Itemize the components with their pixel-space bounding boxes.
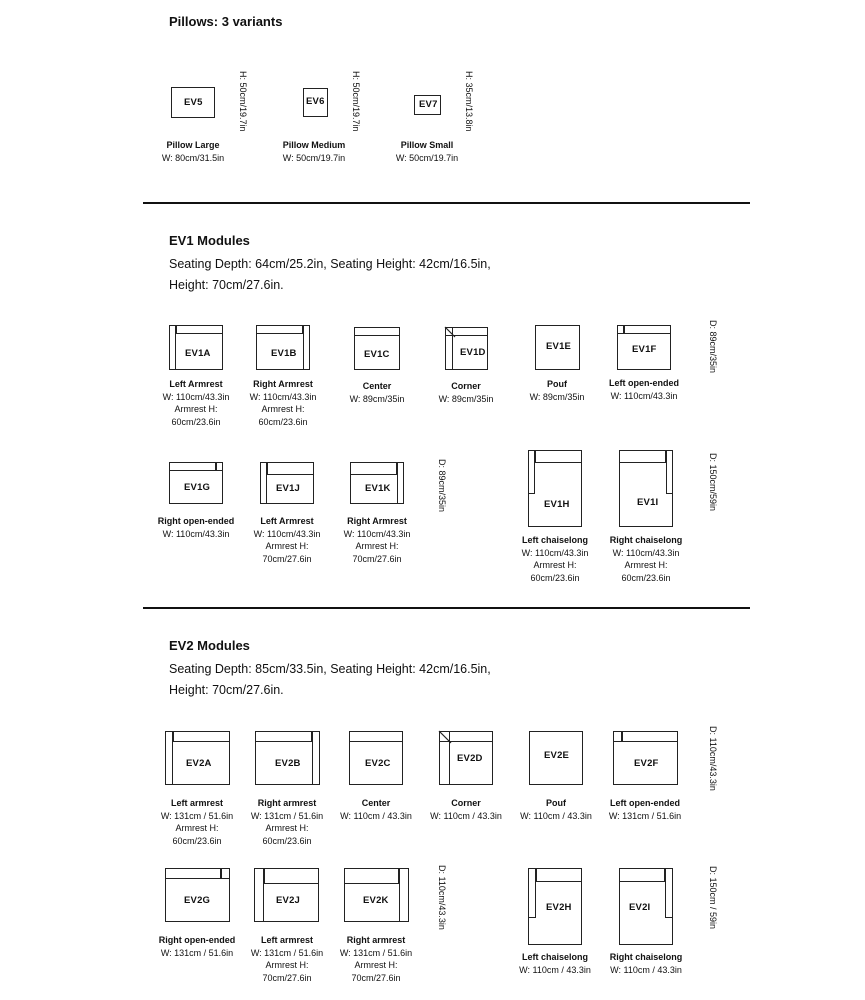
- pillow-name: Pillow Small: [400, 140, 454, 150]
- backrest: [256, 325, 303, 334]
- backrest: [176, 325, 223, 334]
- pillow-small-height: H: 35cm/13.8in: [464, 71, 474, 132]
- ev2-title: EV2 Modules: [169, 638, 250, 653]
- ev2h-shape: [528, 868, 582, 945]
- backrest: [619, 450, 666, 463]
- module-code: EV2G: [184, 895, 211, 906]
- backrest: [535, 450, 582, 463]
- ev2i-shape: [619, 868, 673, 945]
- ev1g-label: Right open-ended W: 110cm/43.3in: [157, 516, 235, 539]
- ev2j-shape: [254, 868, 319, 922]
- section-divider: [143, 607, 750, 609]
- module-code: EV2J: [276, 895, 301, 906]
- ev2k-label: Right armrest W: 131cm / 51.6in Armrest H: 70cm/27.6in: [339, 935, 413, 983]
- ev2b-shape: [255, 731, 320, 785]
- armrest-left: [528, 868, 536, 918]
- module-code: EV2K: [363, 895, 389, 906]
- pillows-title: Pillows: 3 variants: [169, 14, 283, 29]
- ev1k-shape: [350, 462, 404, 504]
- pillow-medium-height: H: 50cm/19.7in: [351, 71, 361, 132]
- ev1b-label: Right Armrest W: 110cm/43.3in Armrest H: 60cm/23.6in: [249, 379, 317, 427]
- ev2e-shape: [529, 731, 583, 785]
- pillow-small-shape: [414, 95, 441, 115]
- pillow-name: Pillow Medium: [282, 140, 346, 150]
- backrest: [255, 731, 312, 742]
- corner-block: [613, 731, 622, 742]
- ev2-depth-row2b: D: 150cm / 59in: [708, 866, 718, 930]
- ev1e-shape: [535, 325, 580, 370]
- backrest: [624, 325, 671, 334]
- armrest-left: [254, 868, 264, 922]
- ev1c-shape: [354, 327, 400, 370]
- ev2e-label: Pouf W: 110cm / 43.3in: [520, 798, 592, 821]
- module-code: EV2B: [275, 758, 301, 769]
- ev2a-shape: [165, 731, 230, 785]
- backrest: [344, 868, 399, 884]
- module-code: EV6: [306, 96, 325, 107]
- backrest: [619, 868, 665, 882]
- ev1j-label: Left Armrest W: 110cm/43.3in Armrest H: 70cm/27.6in: [253, 516, 321, 564]
- armrest-left: [260, 462, 267, 504]
- armrest-right: [399, 868, 409, 922]
- ev2c-label: Center W: 110cm / 43.3in: [340, 798, 412, 821]
- pillow-large-height: H: 50cm/19.7in: [238, 71, 248, 132]
- pillow-large-label: [162, 139, 224, 164]
- ev1d-shape: [445, 327, 488, 370]
- ev1f-label: Left open-ended W: 110cm/43.3in: [609, 378, 679, 401]
- backrest: [354, 327, 400, 336]
- ev1a-label: Left Armrest W: 110cm/43.3in Armrest H: 60cm/23.6in: [162, 379, 230, 427]
- backrest: [169, 462, 216, 471]
- ev2-spec-line1: Seating Depth: 85cm/33.5in, Seating Height: 42cm/16.5in,: [169, 662, 491, 676]
- pillow-width: W: 50cm/19.7in: [395, 152, 459, 163]
- module-code: EV1C: [364, 349, 390, 360]
- ev2i-label: Right chaiselong W: 110cm / 43.3in: [609, 952, 683, 975]
- ev2j-label: Left armrest W: 131cm / 51.6in Armrest H: 70cm/27.6in: [250, 935, 324, 983]
- backrest: [536, 868, 582, 882]
- ev2g-label: Right open-ended W: 131cm / 51.6in: [158, 935, 236, 958]
- ev2f-label: Left open-ended W: 131cm / 51.6in: [608, 798, 682, 821]
- ev1i-shape: [619, 450, 673, 527]
- ev1-title: EV1 Modules: [169, 233, 250, 248]
- ev1b-shape: [256, 325, 310, 370]
- module-code: EV1I: [637, 497, 659, 508]
- module-code: EV1F: [632, 344, 657, 355]
- backrest: [173, 731, 230, 742]
- corner-mark: [445, 327, 455, 337]
- module-code: EV1G: [184, 482, 211, 493]
- armrest-left: [169, 325, 176, 370]
- module-code: EV7: [419, 99, 438, 110]
- module-code: EV1J: [276, 483, 301, 494]
- ev1g-shape: [169, 462, 223, 504]
- ev2c-shape: [349, 731, 403, 785]
- ev1-depth-row2b: D: 150cm/59in: [708, 453, 718, 512]
- ev2d-shape: [439, 731, 493, 785]
- ev2b-label: Right armrest W: 131cm / 51.6in Armrest H: 60cm/23.6in: [250, 798, 324, 846]
- backrest: [349, 731, 403, 742]
- backrest: [264, 868, 319, 884]
- ev1-spec-line2: Height: 70cm/27.6in.: [169, 278, 284, 292]
- pillow-small-label: [396, 139, 458, 164]
- ev1k-label: Right Armrest W: 110cm/43.3in Armrest H: 70cm/27.6in: [343, 516, 411, 564]
- armrest-right: [312, 731, 320, 785]
- module-code: EV1D: [460, 347, 486, 358]
- module-code: EV1A: [185, 348, 211, 359]
- ev2-depth-row2a: D: 110cm/43.3in: [437, 865, 447, 930]
- module-code: EV2F: [634, 758, 659, 769]
- corner-mark: [439, 731, 451, 743]
- armrest-right: [303, 325, 310, 370]
- ev2-spec-line2: Height: 70cm/27.6in.: [169, 683, 284, 697]
- corner-block: [216, 462, 223, 471]
- ev1a-shape: [169, 325, 223, 370]
- pillow-medium-shape: [303, 88, 328, 117]
- module-code: EV1E: [546, 341, 572, 352]
- armrest-right: [666, 450, 673, 494]
- module-code: EV5: [184, 97, 203, 108]
- ev1j-shape: [260, 462, 314, 504]
- module-code: EV2I: [629, 902, 651, 913]
- module-code: EV1K: [365, 483, 391, 494]
- ev1i-label: Right chaiselong W: 110cm/43.3in Armrest H: 60cm/23.6in: [609, 535, 683, 583]
- section-divider: [143, 202, 750, 204]
- ev2a-label: Left armrest W: 131cm / 51.6in Armrest H: 60cm/23.6in: [160, 798, 234, 846]
- module-code: EV2A: [186, 758, 212, 769]
- module-code: EV2E: [544, 750, 570, 761]
- backrest: [267, 462, 314, 475]
- ev2h-label: Left chaiselong W: 110cm / 43.3in: [519, 952, 591, 975]
- ev1-depth-row2a: D: 89cm/35in: [437, 459, 447, 513]
- pillow-name: Pillow Large: [166, 140, 220, 150]
- armrest-right: [397, 462, 404, 504]
- ev1d-label: Corner W: 89cm/35in: [438, 381, 494, 404]
- ev2-depth-row1: D: 110cm/43.3in: [708, 726, 718, 791]
- corner-block: [617, 325, 624, 334]
- pillow-large-shape: [171, 87, 215, 118]
- armrest-left: [165, 731, 173, 785]
- ev1-spec-line1: Seating Depth: 64cm/25.2in, Seating Height: 42cm/16.5in,: [169, 257, 491, 271]
- module-code: EV2C: [365, 758, 391, 769]
- ev1-depth-row1: D: 89cm/35in: [708, 320, 718, 374]
- ev1c-label: Center W: 89cm/35in: [349, 381, 405, 404]
- module-code: EV1B: [271, 348, 297, 359]
- ev2g-shape: [165, 868, 230, 922]
- module-code: EV2H: [546, 902, 572, 913]
- pillow-medium-label: [283, 139, 346, 164]
- ev2k-shape: [344, 868, 409, 922]
- pillow-width: W: 80cm/31.5in: [161, 152, 225, 163]
- module-code: EV1H: [544, 499, 570, 510]
- pillow-width: W: 50cm/19.7in: [282, 152, 346, 163]
- ev1h-shape: [528, 450, 582, 527]
- backrest: [350, 462, 397, 475]
- backrest: [622, 731, 678, 742]
- armrest-left: [528, 450, 535, 494]
- ev1h-label: Left chaiselong W: 110cm/43.3in Armrest H: 60cm/23.6in: [521, 535, 589, 583]
- ev2f-shape: [613, 731, 678, 785]
- corner-block: [221, 868, 230, 879]
- ev1f-shape: [617, 325, 671, 370]
- armrest-right: [665, 868, 673, 918]
- backrest: [165, 868, 221, 879]
- module-code: EV2D: [457, 753, 483, 764]
- ev2d-label: Corner W: 110cm / 43.3in: [430, 798, 502, 821]
- ev1e-label: Pouf W: 89cm/35in: [529, 379, 585, 402]
